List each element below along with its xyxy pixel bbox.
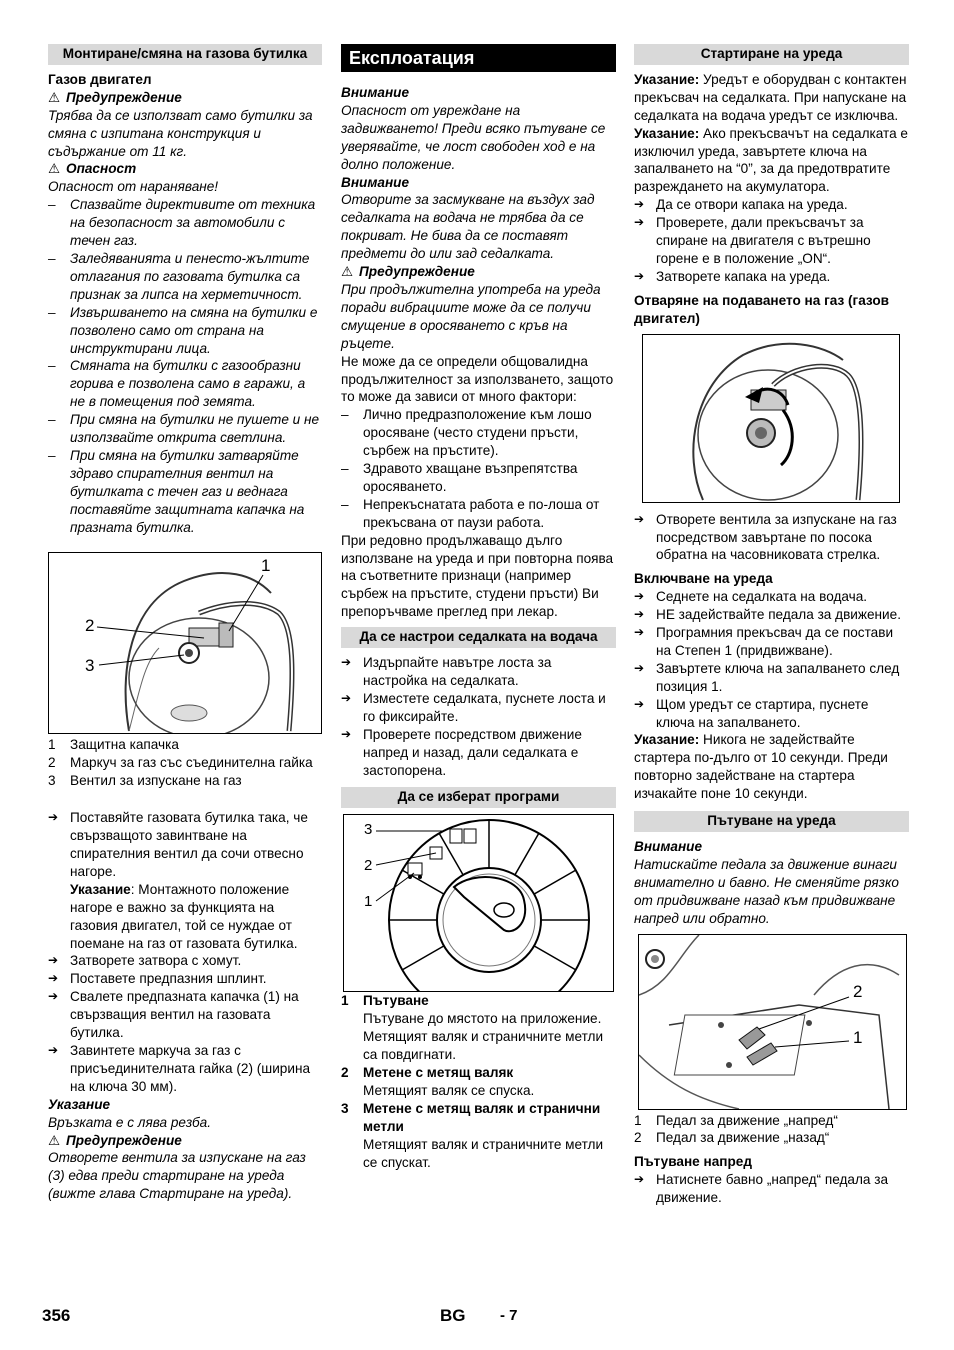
- list-item: ➔ Проверете посредством движение напред и назад, дали седалката е застопорена.: [341, 726, 616, 780]
- list-item: ➔ Проверете, дали прекъсвачът за спиране на двигателя с вътрешно горене е в положение „ON“.: [634, 214, 909, 268]
- list-item: ➔ Програмния прекъсвач да се постави на Степен 1 (придвижване).: [634, 624, 909, 660]
- legend-item: 2 Педал за движение „назад“: [634, 1130, 830, 1146]
- steps-list: [48, 809, 322, 1096]
- seat-steps: [341, 654, 616, 779]
- list-item: ➔ Издърпайте навътре лоста за настройка на седалката.: [341, 654, 616, 690]
- column-3: [634, 44, 909, 1207]
- note: Указание: Уредът е оборудван с контактен прекъсвач на седалката. При напускане на седалката на водача уредът се изключва.: [634, 71, 907, 123]
- attention-text: Отворите за засмукване на въздух зад седалката на водача не трябва да се покриват. Не бива да се поставят предмети до или зад седалката.: [341, 192, 595, 262]
- figure-callout: 2: [85, 616, 95, 636]
- program-dial-illustration: [344, 815, 613, 991]
- factors-list: [341, 406, 616, 531]
- list-item: – Смяната на бутилки с газообразни горива е позволена само в гаражи, а не в помещения под земята.: [48, 357, 322, 411]
- gas-valve-illustration: [643, 335, 899, 502]
- gas-steps: [634, 511, 909, 565]
- legend-item: 2 Маркуч за газ със съединителна гайка: [48, 755, 313, 771]
- warning-text: Трябва да се използват само бутилки за смяна с изпитана конструкция и съдържание от 11 кг.: [48, 107, 313, 159]
- warning-triangle-icon: ⚠: [341, 264, 354, 280]
- list-item: – При смяна на бутилки не пушете и не използвайте открита светлина.: [48, 411, 322, 447]
- warning-text: Отворете вентила за изпускане на газ (3) едва преди стартиране на уреда (вижте глава Стартиране на уреда).: [48, 1150, 306, 1202]
- subheading-switch-on: Включване на уреда: [634, 571, 773, 587]
- figure-callout: 1: [364, 893, 373, 911]
- legend-item: 1 Педал за движение „напред“: [634, 1112, 838, 1128]
- body-text: Не може да се определи общовалидна продължителност за използването, защото то може да зависи от много фактори:: [341, 353, 614, 405]
- gas-bottle-illustration: [49, 553, 321, 733]
- legend-item: 1 Пътуване Пътуване до мястото на приложение. Метящият валяк и страничните метли са повдигнати.: [341, 993, 604, 1063]
- figure-legend: [48, 736, 322, 790]
- list-item: ➔ Завъртете ключа на запалването след позиция 1.: [634, 660, 909, 696]
- section-heading-start: Стартиране на уреда: [634, 44, 909, 65]
- page-suffix: - 7: [500, 1307, 518, 1324]
- figure-gas-valve: [642, 334, 900, 503]
- warning-triangle-icon: ⚠: [48, 1132, 61, 1148]
- list-item: ➔ Да се отвори капака на уреда.: [634, 196, 909, 214]
- figure-legend: [634, 1112, 909, 1148]
- section-heading-seat: Да се настрои седалката на водача: [341, 627, 616, 648]
- section-heading-programs: Да се изберат програми: [341, 787, 616, 808]
- warning-label: ⚠ Предупреждение: [341, 264, 475, 280]
- language-code: BG: [440, 1306, 466, 1325]
- note: Указание: Никога не задействайте стартера по-дълго от 10 секунди. Преди повторно задействане на стартера изчакайте поне 10 секунди.: [634, 732, 888, 802]
- legend-item: 1 Защитна капачка: [48, 737, 179, 753]
- list-item: – Непрекъснатата работа е по-лоша от прекъсвана от паузи работа.: [341, 496, 616, 532]
- subheading-gas-engine: Газов двигател: [48, 71, 152, 87]
- danger-list: [48, 196, 322, 536]
- list-item: ➔ Затворете капака на уреда.: [634, 268, 909, 286]
- legend-item: 3 Вентил за изпускане на газ: [48, 773, 242, 789]
- page-number: 356: [42, 1306, 71, 1325]
- list-item: – Лично предразположение към лошо оросяване (често студени пръсти, сърбеж на пръстите).: [341, 406, 616, 460]
- warning-text: При продължителна употреба на уреда поради вибрациите може да се получи смущение в оросяването с кръв на ръцете.: [341, 281, 601, 351]
- legend-item: 3 Метене с метящ валяк и странични метли Метящият валяк и страничните метли се спускат.: [341, 1100, 604, 1170]
- forward-steps: [634, 1171, 909, 1207]
- list-item: ➔ Щом уредът се стартира, пуснете ключа на запалването.: [634, 696, 909, 732]
- attention-label: Внимание: [634, 839, 703, 854]
- attention-label: Внимание: [341, 174, 410, 190]
- section-heading-gas-bottle: Монтиране/смяна на газова бутилка: [48, 44, 322, 65]
- attention-text: Натискайте педала за движение винаги внимателно и бавно. Не сменяйте рязко от придвижване назад към придвижване напред или обратно.: [634, 856, 899, 926]
- danger-text: Опасност от нараняване!: [48, 179, 219, 195]
- note-text: Връзката е с лява резба.: [48, 1114, 211, 1130]
- body-text: При редовно продължаващо дълго използване на уреда и при повторна поява на съответните признаци (например сърбеж на пръстите, студени пръсти) Ви препоръчваме преглед при лекар.: [341, 532, 614, 620]
- list-item: – Заледяванията и пенесто-жълтите отлагания по газовата бутилка са признак за липса на херметичност.: [48, 250, 322, 304]
- figure-callout: 2: [364, 857, 373, 875]
- danger-label: ⚠ Опасност: [48, 161, 137, 177]
- figure-callout: 2: [853, 981, 863, 1001]
- list-item: ➔ Изместете седалката, пуснете лоста и го фиксирайте.: [341, 690, 616, 726]
- list-item: ➔ Седнете на седалката на водача.: [634, 588, 909, 606]
- warning-label: ⚠ Предупреждение: [48, 89, 182, 105]
- list-item: ➔ Поставяйте газовата бутилка така, че свързващото завинтване на спирателния вентил да сочи отвесно нагоре. Указание: Монтажното положение нагоре е важно за функцията на газовия двигател, той се нуждае от поемане на газ от газовата бутилка.: [48, 809, 322, 952]
- figure-drive-pedals: [638, 934, 907, 1110]
- list-item: – Здравото хващане възпрепятства оросяването.: [341, 460, 616, 496]
- section-heading-driving: Пътуване на уреда: [634, 811, 909, 832]
- warning-triangle-icon: ⚠: [48, 89, 61, 105]
- list-item: ➔ НЕ задействайте педала за движение.: [634, 606, 909, 624]
- column-2: [341, 44, 616, 1171]
- column-1: [48, 44, 322, 1203]
- list-item: – Спазвайте директивите от техника на безопасност за автомобили с течен газ.: [48, 196, 322, 250]
- warning-triangle-icon: ⚠: [48, 161, 61, 177]
- warning-label: ⚠ Предупреждение: [48, 1132, 182, 1148]
- subheading-drive-forward: Пътуване напред: [634, 1154, 752, 1170]
- figure-callout: 1: [853, 1027, 863, 1047]
- start-steps: [634, 196, 909, 286]
- figure-gas-bottle: [48, 552, 322, 734]
- note: Указание: Ако прекъсвачът на седалката е изключил уреда, завъртете ключа на запалването на “0”, за да предотвратите разреждането на акумулатора.: [634, 125, 908, 195]
- note-label: Указание: [48, 1096, 111, 1112]
- list-item: ➔ Отворете вентила за изпускане на газ посредством завъртане по посока обратна на часовниковата стрелка.: [634, 511, 909, 565]
- list-item: ➔ Завинтете маркуча за газ с присъединителната гайка (2) (ширина на ключа 30 мм).: [48, 1042, 322, 1096]
- list-item: ➔ Натиснете бавно „напред“ педала за движение.: [634, 1171, 909, 1207]
- list-item: ➔ Поставете предпазния шплинт.: [48, 970, 322, 988]
- attention-text: Опасност от увреждане на задвижването! Преди всяко пътуване се уверявайте, че лост свободен ход е на долно положение.: [341, 102, 606, 172]
- figure-callout: 3: [85, 656, 95, 676]
- drive-pedals-illustration: [639, 935, 906, 1109]
- program-legend: [341, 992, 616, 1171]
- list-item: – Извършването на смяна на бутилки е позволено само от страна на инструктирани лица.: [48, 304, 322, 358]
- figure-program-selector: [343, 814, 614, 992]
- legend-item: 2 Метене с метящ валяк Метящият валяк се спуска.: [341, 1064, 535, 1098]
- switch-on-steps: [634, 588, 909, 731]
- attention-label: Внимание: [341, 85, 410, 100]
- figure-callout: 3: [364, 821, 373, 839]
- section-heading-operation: Експлоатация: [341, 44, 616, 72]
- list-item: – При смяна на бутилки затваряйте здраво спирателния вентил на бутилката с течен газ и веднага поставяйте защитната капачка на празната бутилка.: [48, 447, 322, 537]
- list-item: ➔ Свалете предпазната капачка (1) на свързващия вентил на газовата бутилка.: [48, 988, 322, 1042]
- subheading-gas-supply: Отваряне на подаването на газ (газов двигател): [634, 292, 889, 326]
- figure-callout: 1: [261, 556, 271, 576]
- list-item: ➔ Затворете затвора с хомут.: [48, 952, 322, 970]
